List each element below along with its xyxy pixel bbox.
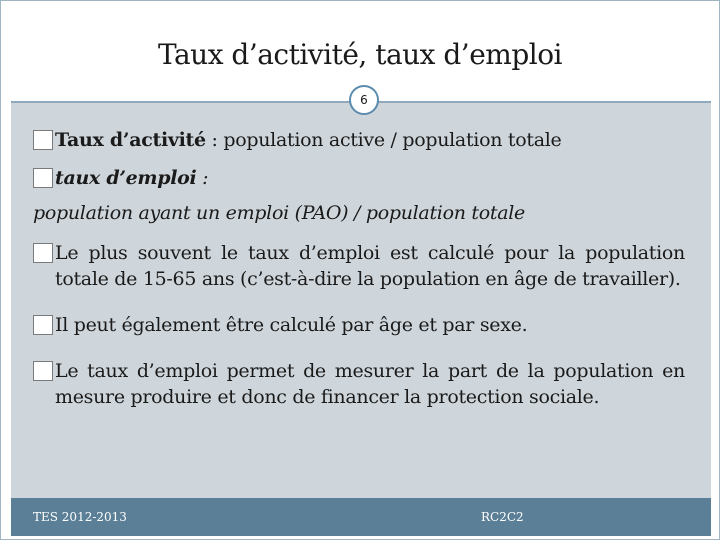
box-bullet-icon bbox=[33, 361, 53, 381]
slide-title: Taux d’activité, taux d’emploi bbox=[157, 38, 563, 71]
text-protection-sociale: Le taux d’emploi permet de mesurer la part de la population en mesure produire et donc de financer la protection sociale. bbox=[55, 360, 685, 408]
term-taux-activite: Taux d’activité bbox=[55, 129, 206, 151]
box-bullet-icon bbox=[33, 168, 53, 188]
box-bullet-icon bbox=[33, 243, 53, 263]
colon-taux-emploi: : bbox=[196, 167, 209, 189]
text-calcul-15-65: Le plus souvent le taux d’emploi est calculé pour la population totale de 15-65 ans (c’est-à-dire la population en âge de travailler). bbox=[55, 242, 685, 290]
page-number-badge: 6 bbox=[349, 85, 379, 115]
footer-bar bbox=[11, 498, 711, 536]
bullet-age-sexe bbox=[33, 312, 685, 338]
bullet-taux-emploi bbox=[33, 165, 685, 191]
term-taux-emploi: taux d’emploi bbox=[55, 167, 197, 189]
text-age-sexe: Il peut également être calculé par âge et par sexe. bbox=[55, 314, 528, 336]
footer-chapter: RC2C2 bbox=[481, 510, 524, 524]
definition-taux-activite: : population active / population totale bbox=[205, 129, 562, 151]
bullet-protection-sociale bbox=[33, 358, 685, 410]
box-bullet-icon bbox=[33, 315, 53, 335]
bullet-calcul-15-65 bbox=[33, 240, 685, 292]
box-bullet-icon bbox=[33, 130, 53, 150]
bullet-list bbox=[33, 123, 685, 410]
definition-taux-emploi: population ayant un emploi (PAO) / population totale bbox=[33, 202, 525, 224]
bullet-taux-activite bbox=[33, 127, 685, 153]
footer-course: TES 2012-2013 bbox=[33, 510, 127, 524]
